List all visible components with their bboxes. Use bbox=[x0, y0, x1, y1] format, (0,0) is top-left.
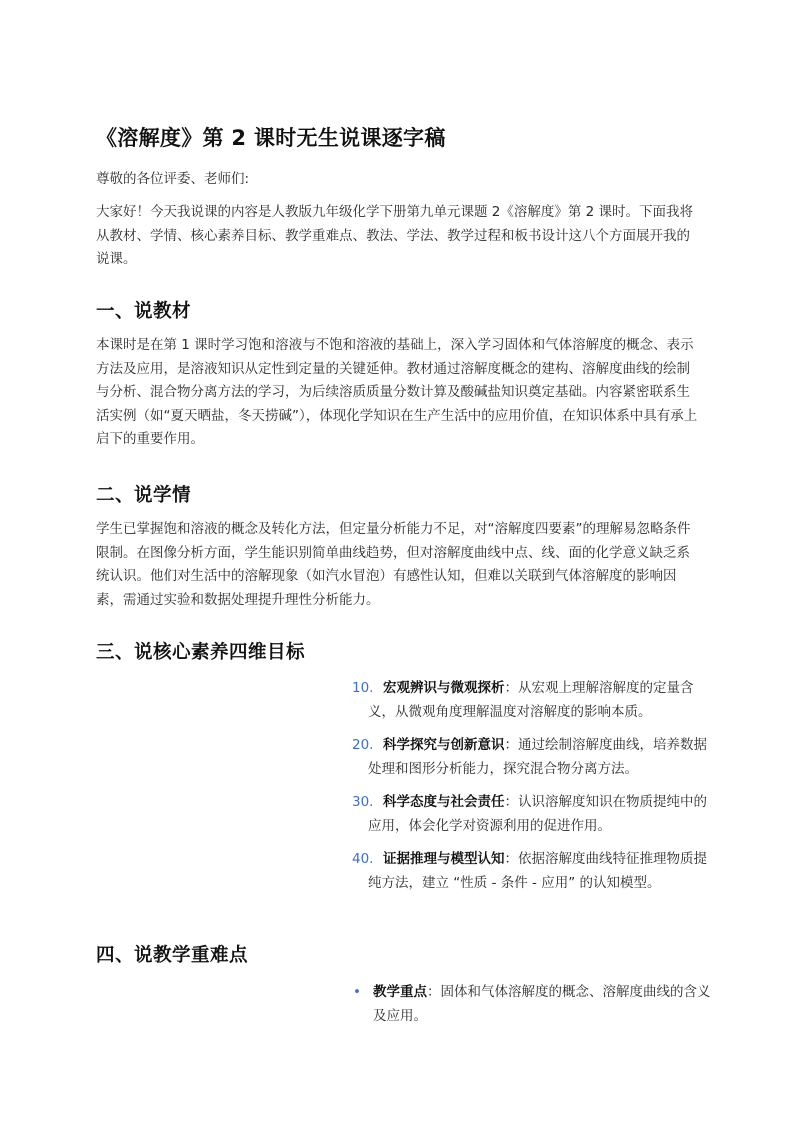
list-number: 20. bbox=[352, 737, 374, 753]
section-body-students: 学生已掌握饱和溶液的概念及转化方法，但定量分析能力不足，对“溶解度四要素”的理解易忽略条件限制。在图像分析方面，学生能识别简单曲线趋势，但对溶解度曲线中点、线、面的化学意义缺乏系统认识。他们对生活中的溶解现象（如汽水冒泡）有感性认知，但难以关联到气体溶解度的影响因素，需通过实验和数据处理提升理性分析能力。 bbox=[96, 521, 691, 608]
goal-text: ：从宏观上理解溶解度的定量含义，从微观角度理解温度对溶解度的影响本质。 bbox=[368, 680, 694, 720]
goals-list bbox=[353, 677, 713, 905]
goal-label: 宏观辨识与微观探析 bbox=[383, 680, 505, 696]
goal-label: 科学探究与创新意识 bbox=[383, 737, 505, 753]
list-number: 10. bbox=[352, 680, 374, 696]
section-heading-key-points: 四、说教学重难点 bbox=[96, 945, 249, 966]
point-text: ：固体和气体溶解度的概念、溶解度曲线的含义及应用。 bbox=[373, 984, 711, 1024]
list-number: 40. bbox=[352, 851, 374, 867]
point-label: 教学重点 bbox=[373, 984, 427, 1000]
section-heading-goals: 三、说核心素养四维目标 bbox=[96, 642, 306, 663]
list-item bbox=[353, 981, 713, 1028]
list-item bbox=[353, 791, 713, 838]
list-item bbox=[353, 848, 713, 895]
goal-label: 证据推理与模型认知 bbox=[383, 851, 505, 867]
intro-paragraph: 大家好！今天我说课的内容是人教版九年级化学下册第九单元课题 2《溶解度》第 2 课时。下面我将从教材、学情、核心素养目标、教学重难点、教法、学法、教学过程和板书设计这八个方面展开我的说课。 bbox=[96, 204, 694, 267]
section-heading-textbook: 一、说教材 bbox=[96, 301, 192, 322]
list-item bbox=[353, 677, 713, 724]
bullet-icon: • bbox=[353, 984, 361, 1000]
goal-label: 科学态度与社会责任 bbox=[383, 794, 505, 810]
section-heading-students: 二、说学情 bbox=[96, 485, 192, 506]
greeting: 尊敬的各位评委、老师们: bbox=[96, 171, 250, 187]
goal-text: ：通过绘制溶解度曲线，培养数据处理和图形分析能力，探究混合物分离方法。 bbox=[368, 737, 707, 777]
list-number: 30. bbox=[352, 794, 374, 810]
goal-text: ：依据溶解度曲线特征推理物质提纯方法，建立 “性质 - 条件 - 应用” 的认知模型。 bbox=[368, 851, 707, 891]
list-item bbox=[353, 734, 713, 781]
key-points-list bbox=[353, 981, 713, 1028]
goal-text: ：认识溶解度知识在物质提纯中的应用，体会化学对资源利用的促进作用。 bbox=[368, 794, 707, 834]
section-body-textbook: 本课时是在第 1 课时学习饱和溶液与不饱和溶液的基础上，深入学习固体和气体溶解度的概念、表示方法及应用，是溶液知识从定性到定量的关键延伸。教材通过溶解度概念的建构、溶解度曲线的绘制与分析、混合物分离方法的学习，为后续溶质质量分数计算及酸碱盐知识奠定基础。内容紧密联系生活实例（如“夏天晒盐，冬天捞碱”），体现化学知识在生产生活中的应用价值，在知识体系中具有承上启下的重要作用。 bbox=[96, 337, 698, 447]
document-title: 《溶解度》第 2 课时无生说课逐字稿 bbox=[96, 126, 446, 150]
